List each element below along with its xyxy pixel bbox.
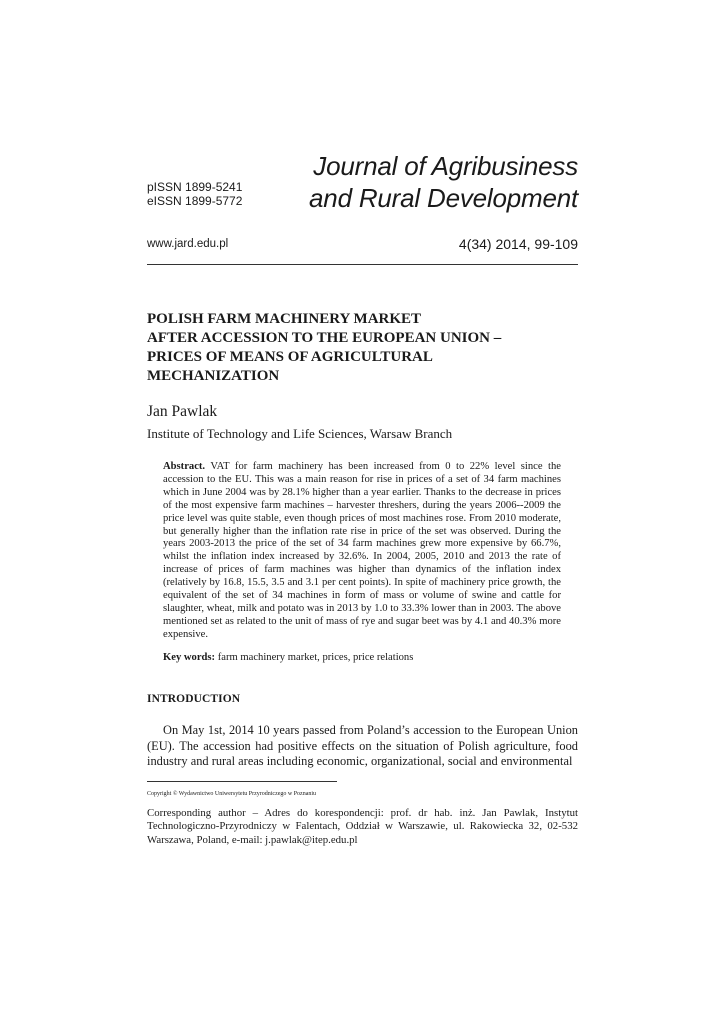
footnote-divider — [147, 781, 337, 782]
keywords-text: farm machinery market, prices, price relations — [217, 652, 414, 663]
abstract — [163, 461, 561, 642]
copyright-notice: Copyright © Wydawnictwo Uniwersytetu Przyrodniczego w Poznaniu — [147, 791, 317, 797]
keywords-label: Key words: — [163, 652, 216, 663]
title-line-2: AFTER ACCESSION TO THE EUROPEAN UNION – — [147, 330, 502, 346]
journal-title — [309, 150, 578, 214]
issue-info: 4(34) 2014, 99-109 — [458, 236, 578, 252]
section-heading-introduction: INTRODUCTION — [147, 693, 241, 705]
journal-title-line-2: and Rural Development — [309, 183, 578, 213]
header-divider — [147, 264, 578, 265]
author-name: Jan Pawlak — [147, 403, 218, 420]
journal-title-line-1: Journal of Agribusiness — [313, 151, 578, 181]
abstract-text: VAT for farm machinery has been increased from 0 to 22% level since the accession to the EU. This was a main reason for rise in prices of a set of 34 farm machines which in June 2004 was by 28.1% higher than a year earlier. Thanks to the decrease in prices of the most expensive farm machines – harvester threshers, during the years 2006--2009 the price level was quite stable, even though prices of most machines rose. From 2010 moderate, but generally higher than the inflation rate rise in price of the set was observed. During the years 2003-2013 the price of the set of 34 farm machines grew more expensive by 66.7%, whilst the inflation index increased by 32.6%. In 2004, 2005, 2010 and 2013 the rate of increase of prices of farm machines was higher than dynamics of the inflation index (relatively by 16.8, 15.5, 3.5 and 3.1 per cent points). In spite of machinery price growth, the equivalent of the set of 34 machines in form of mass or volume of swine and cattle for slaughter, wheat, milk and potato was in 2013 by 1.0 to 33.3% lower than in 2003. The above mentioned set as related to the unit of mass of rye and sugar beet was by 4.1 and 40.3% more expensive. — [163, 461, 561, 640]
title-line-3: PRICES OF MEANS OF AGRICULTURAL — [147, 349, 433, 365]
abstract-label: Abstract. — [163, 461, 206, 472]
eissn: eISSN 1899-5772 — [147, 194, 243, 208]
introduction-paragraph: On May 1st, 2014 10 years passed from Poland’s accession to the European Union (EU). The accession had positive effects on the situation of Polish agriculture, food industry and rural areas including economic, organizational, social and environmental — [147, 723, 578, 769]
author-affiliation: Institute of Technology and Life Sciences, Warsaw Branch — [147, 426, 453, 441]
pissn: pISSN 1899-5241 — [147, 180, 243, 194]
journal-website: www.jard.edu.pl — [147, 238, 229, 250]
corresponding-author-note: Corresponding author – Adres do korespondencji: prof. dr hab. inż. Jan Pawlak, Instytut Technologiczno-Przyrodniczy w Falentach, Oddział w Warszawie, ul. Rakowiecka 32, 02-532 Warszawa, Poland, e-mail: j.pawlak@itep.edu.pl — [147, 807, 578, 846]
title-line-1: POLISH FARM MACHINERY MARKET — [147, 311, 422, 327]
title-line-4: MECHANIZATION — [147, 368, 280, 384]
issn-block — [147, 180, 242, 208]
keywords — [163, 651, 561, 664]
article-title — [147, 310, 587, 386]
